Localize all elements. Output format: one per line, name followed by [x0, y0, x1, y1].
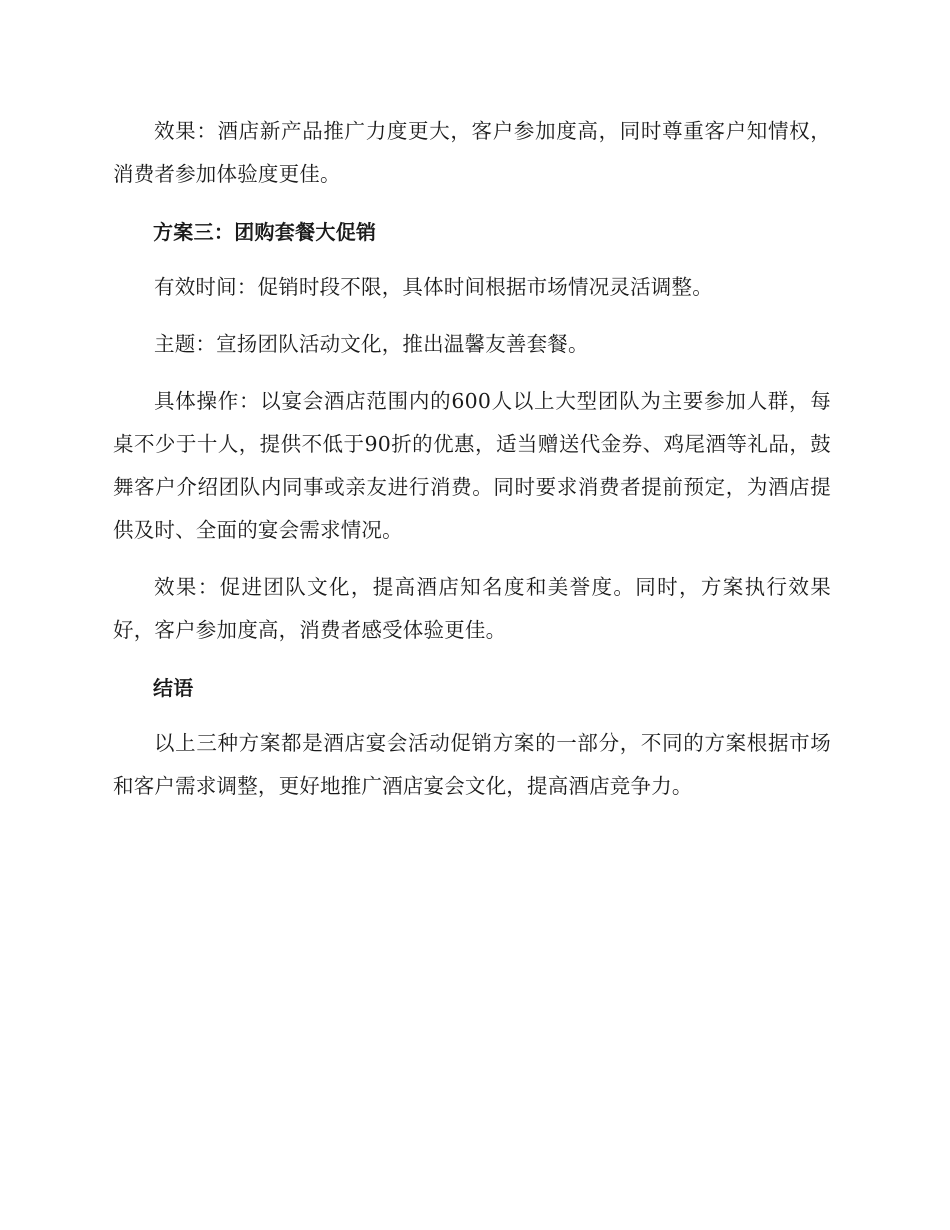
heading-conclusion: 结语 [153, 676, 194, 700]
paragraph-theme: 主题：宣扬团队活动文化，推出温馨友善套餐。 [154, 332, 589, 356]
paragraph-effect-plan3: 效果：促进团队文化，提高酒店知名度和美誉度。同时，方案执行效果好，客户参加度高，消费者感受体验更佳。 [113, 575, 831, 642]
paragraph-conclusion: 以上三种方案都是酒店宴会活动促销方案的一部分，不同的方案根据市场和客户需求调整，更好地推广酒店宴会文化，提高酒店竞争力。 [113, 731, 831, 798]
document-body [113, 110, 831, 822]
paragraph-valid-time: 有效时间：促销时段不限，具体时间根据市场情况灵活调整。 [154, 275, 713, 299]
paragraph-effect-plan2: 效果：酒店新产品推广力度更大，客户参加度高，同时尊重客户知情权，消费者参加体验度更佳。 [113, 119, 831, 186]
paragraph-operation: 具体操作：以宴会酒店范围内的600人以上大型团队为主要参加人群，每桌不少于十人，提供不低于90折的优惠，适当赠送代金券、鸡尾酒等礼品，鼓舞客户介绍团队内同事或亲友进行消费。同时要求消费者提前预定，为酒店提供及时、全面的宴会需求情况。 [113, 389, 831, 542]
heading-plan3: 方案三：团购套餐大促销 [153, 220, 377, 244]
